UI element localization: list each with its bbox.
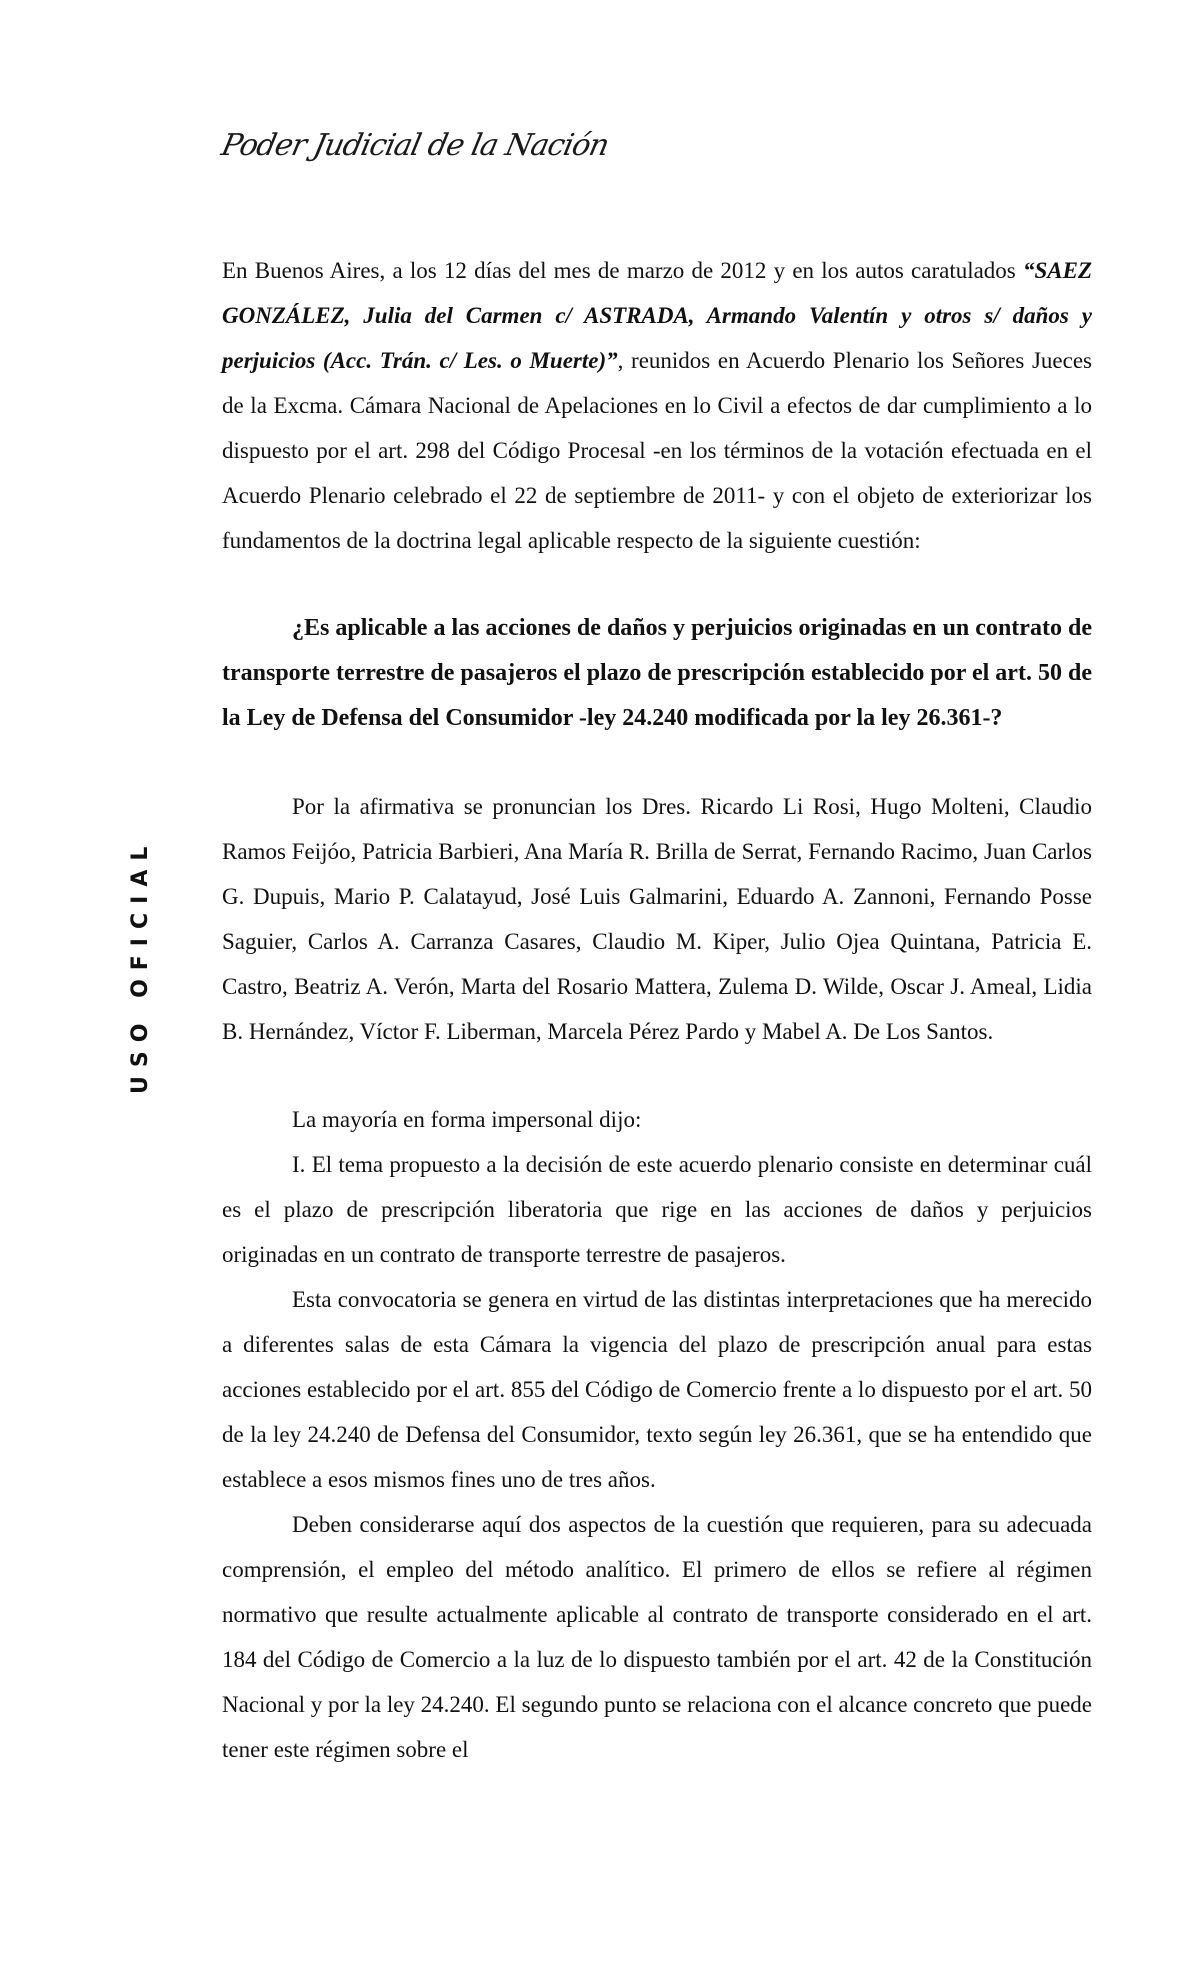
uso-oficial-stamp: USO OFICIAL	[128, 837, 153, 1094]
paragraph-2: Esta convocatoria se genera en virtud de las distintas interpretaciones que ha merecido a diferentes salas de esta Cámara la vigencia del plazo de prescripción anual para estas acciones establecido por el art. 855 del Código de Comercio frente a lo dispuesto por el art. 50 de la ley 24.240 de Defensa del Consumidor, texto según ley 26.361, que se ha entendido que establece a esos mismos fines uno de tres años.	[222, 1287, 1092, 1492]
majority-intro: La mayoría en forma impersonal dijo:	[292, 1107, 642, 1132]
paragraph-3: Deben considerarse aquí dos aspectos de la cuestión que requieren, para su adecuada comprensión, el empleo del método analítico. El primero de ellos se refiere al régimen normativo que resulte actualmente aplicable al contrato de transporte considerado en el art. 184 del Código de Comercio a la luz de lo dispuesto también por el art. 42 de la Constitución Nacional y por la ley 24.240. El segundo punto se relaciona con el alcance concreto que puede tener este régimen sobre el	[222, 1512, 1092, 1762]
letterhead-title: Poder Judicial de la Nación	[218, 128, 612, 163]
vote-paragraph: Por la afirmativa se pronuncian los Dres. Ricardo Li Rosi, Hugo Molteni, Claudio Ramos Feijóo, Patricia Barbieri, Ana María R. Brilla de Serrat, Fernando Racimo, Juan Carlos G. Dupuis, Mario P. Calatayud, José Luis Galmarini, Eduardo A. Zannoni, Fernando Posse Saguier, Carlos A. Carranza Casares, Claudio M. Kiper, Julio Ojea Quintana, Patricia E. Castro, Beatriz A. Verón, Marta del Rosario Mattera, Zulema D. Wilde, Oscar J. Ameal, Lidia B. Hernández, Víctor F. Liberman, Marcela Pérez Pardo y Mabel A. De Los Santos.	[222, 794, 1092, 1044]
paragraph-1: I. El tema propuesto a la decisión de este acuerdo plenario consiste en determinar cuál es el plazo de prescripción liberatoria que rige en las acciones de daños y perjuicios originadas en un contrato de transporte terrestre de pasajeros.	[222, 1152, 1092, 1267]
case-caption: “SAEZ GONZÁLEZ, Julia del Carmen c/ ASTRADA, Armando Valentín y otros s/ daños y perjuicios (Acc. Trán. c/ Les. o Muerte)”	[222, 258, 1092, 373]
plenary-question: ¿Es aplicable a las acciones de daños y perjuicios originadas en un contrato de transporte terrestre de pasajeros el plazo de prescripción establecido por el art. 50 de la Ley de Defensa del Consumidor -ley 24.240 modificada por la ley 26.361-?	[222, 615, 1092, 731]
intro-paragraph	[222, 248, 1092, 563]
document-body	[222, 248, 1092, 1772]
intro-text-end: , reunidos en Acuerdo Plenario los Señores Jueces de la Excma. Cámara Nacional de Apelaciones en lo Civil a efectos de dar cumplimiento a lo dispuesto por el art. 298 del Código Procesal -en los términos de la votación efectuada en el Acuerdo Plenario celebrado el 22 de septiembre de 2011- y con el objeto de exteriorizar los fundamentos de la doctrina legal aplicable respecto de la siguiente cuestión:	[222, 348, 1092, 553]
intro-text-start: En Buenos Aires, a los 12 días del mes de marzo de 2012 y en los autos caratulados	[222, 258, 1023, 283]
